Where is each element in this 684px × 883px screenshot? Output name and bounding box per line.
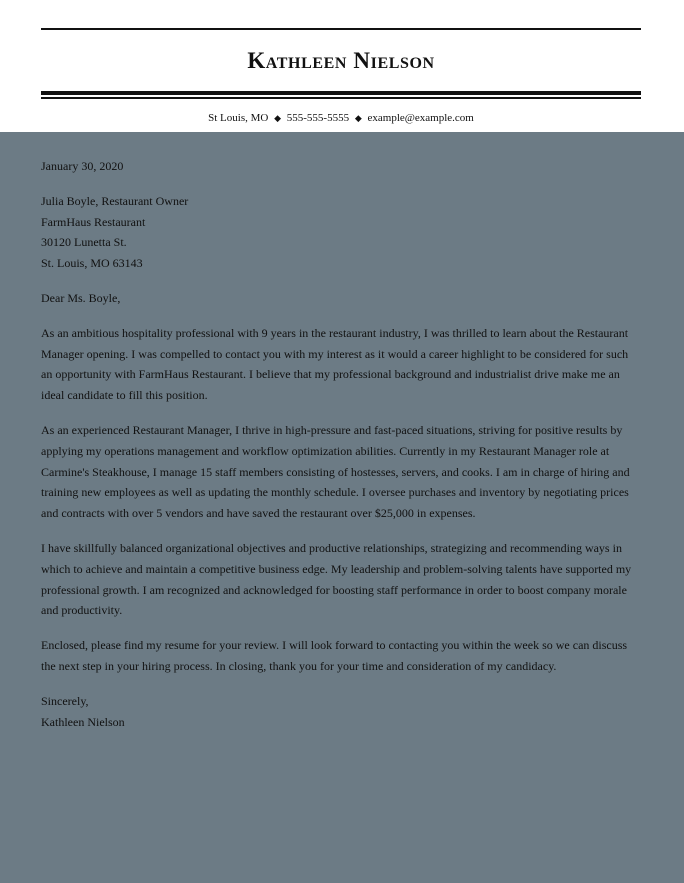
recipient-street: 30120 Lunetta St. [41, 235, 127, 250]
header-thin-rule [41, 97, 641, 99]
recipient-block [41, 191, 641, 274]
recipient-name: Julia Boyle, Restaurant Owner [41, 193, 189, 208]
body-paragraph: As an ambitious hospitality professional with 9 years in the restaurant industry, I was thrilled to learn about the Restaurant Manager opening. I was compelled to contact you with my interest as it would a career highlight to be considered for such an opportunity with FarmHaus Restaurant. I believe that my professional background and industrialist drive make me an ideal candidate to fill this position. [41, 325, 629, 403]
contact-phone: 555-555-5555 [286, 112, 350, 124]
body-paragraph: I have skillfully balanced organizational objectives and productive relationships, strategizing and recommending ways in which to achieve and maintain a competitive business edge. My leadership and problem-solving talents have supported my professional growth. I am recognized and acknowledged for boosting staff performance in order to boost company morale and productivity. [41, 540, 632, 618]
contact-location: St Louis, MO [208, 112, 269, 124]
recipient-city: St. Louis, MO 63143 [41, 256, 143, 271]
letter-header [0, 0, 684, 132]
header-top-rule [41, 28, 641, 30]
closing: Sincerely, [41, 693, 89, 708]
letter-date: January 30, 2020 [41, 159, 124, 173]
diamond-separator-icon: ◆ [354, 113, 362, 123]
header-thick-rule [41, 91, 641, 95]
contact-line [41, 111, 641, 126]
applicant-name: Kathleen Nielson [247, 48, 435, 73]
signature: Kathleen Nielson [41, 714, 125, 729]
letter-body [41, 156, 641, 732]
salutation: Dear Ms. Boyle, [41, 290, 121, 305]
contact-email: example@example.com [367, 112, 474, 124]
diamond-separator-icon: ◆ [274, 113, 282, 123]
recipient-company: FarmHaus Restaurant [41, 214, 146, 229]
body-paragraph: As an experienced Restaurant Manager, I thrive in high-pressure and fast-paced situations, striving for positive results by applying my operations management and workflow optimization abilities. Currently in my Restaurant Manager role at Carmine's Steakhouse, I manage 15 staff members consisting of hostesses, servers, and cooks. I am in charge of hiring and training new employees as well as updating the monthly schedule. I oversee purchases and inventory by negotiating prices and contracts with over 5 vendors and have saved the restaurant over $25,000 in expenses. [41, 422, 630, 521]
body-paragraph: Enclosed, please find my resume for your review. I will look forward to contacting you within the week so we can discuss the next step in your hiring process. In closing, thank you for your time and consideration of my candidacy. [41, 638, 628, 673]
